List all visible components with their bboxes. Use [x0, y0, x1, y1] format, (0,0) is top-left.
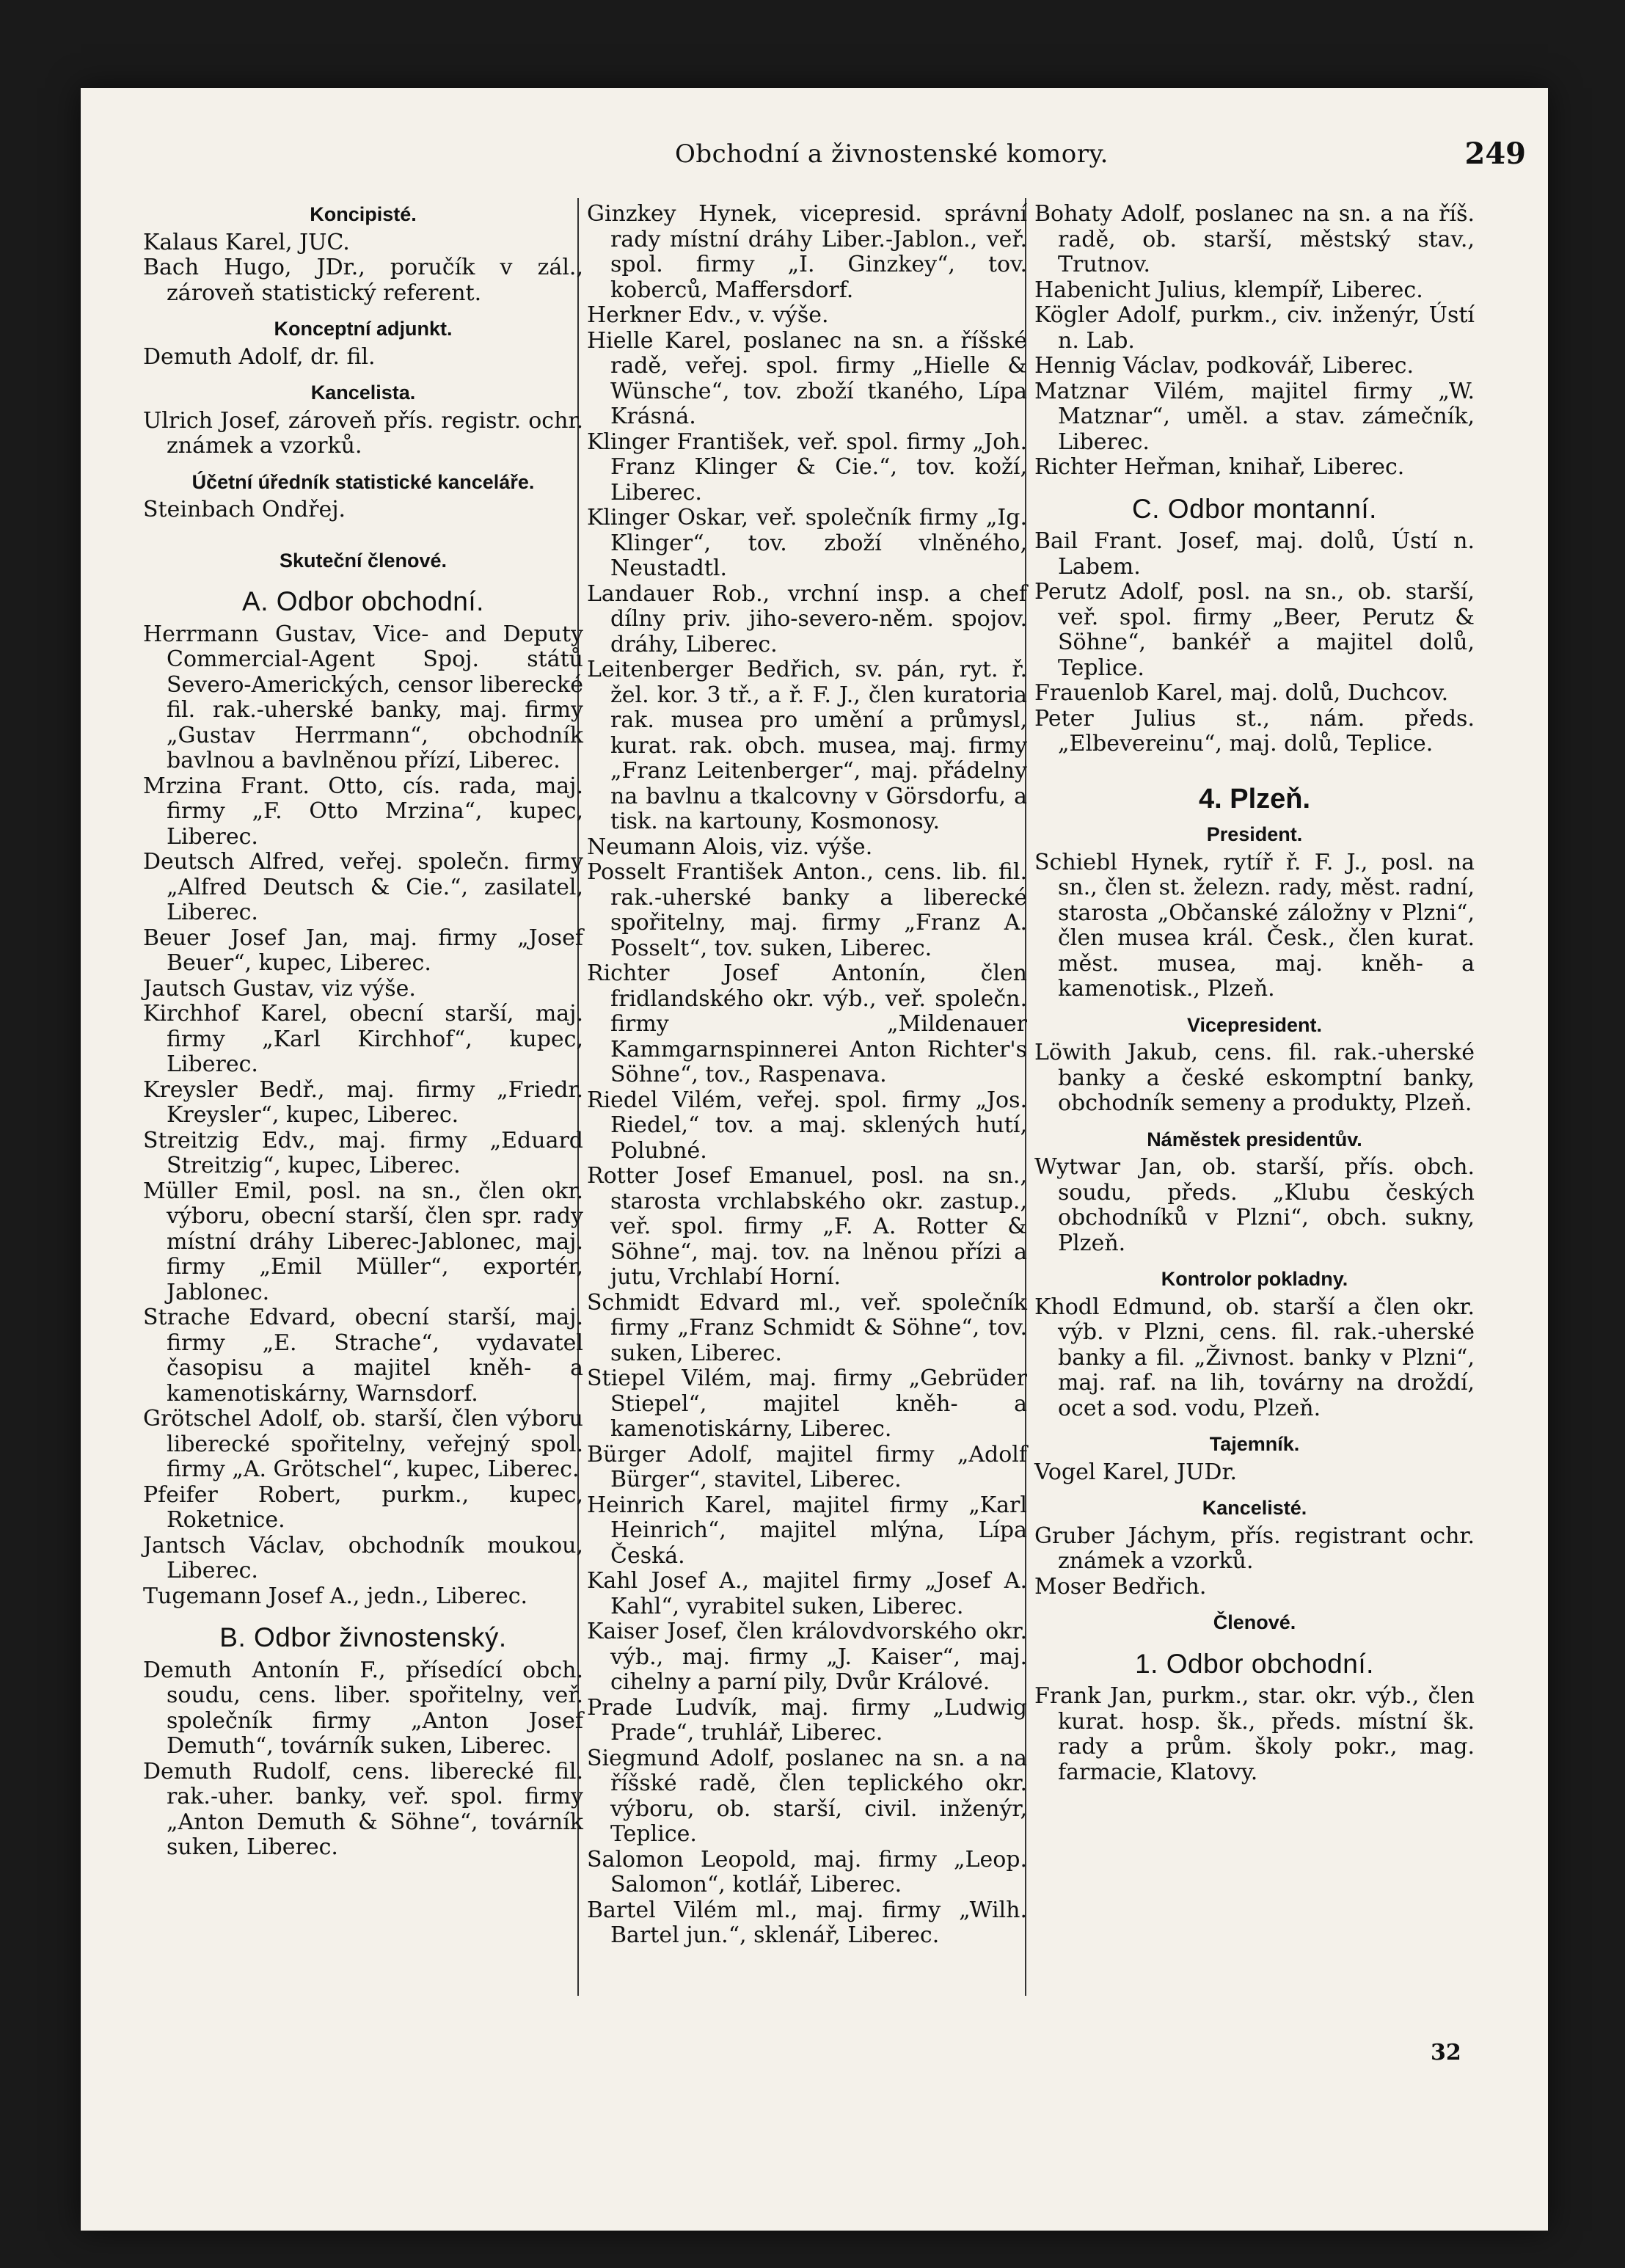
list-item: Richter Josef Antonín, člen fridlandského okr. výb., veř. společn. firmy „Mildenauer Kammgarnspinnerei Anton Richter's Söhne“, tov., Raspenava.	[587, 960, 1027, 1087]
list-item: Hennig Václav, podkovář, Liberec.	[1034, 353, 1414, 379]
list-item: Frauenlob Karel, maj. dolů, Duchcov.	[1034, 680, 1449, 706]
list-item: Grötschel Adolf, ob. starší, člen výboru liberecké spořitelny, veřejný spol. firmy „A. Grötschel“, kupec, Liberec.	[143, 1406, 583, 1482]
list-item: Gruber Jáchym, přís. registrant ochr. známek a vzorků.	[1034, 1523, 1475, 1574]
heading-koncipiste: Koncipisté.	[310, 203, 417, 225]
list-item: Kahl Josef A., majitel firmy „Josef A. Kahl“, vyrabitel suken, Liberec.	[587, 1568, 1027, 1619]
list-item: Hielle Karel, poslanec na sn. a říšské radě, veřej. spol. firmy „Hielle & Wünsche“, tov. zboží tkaného, Lípa Krásná.	[587, 327, 1027, 429]
section-odbor-b: B. Odbor živnostenský.	[219, 1622, 507, 1652]
list-item: Klinger Oskar, veř. společník firmy „Ig. Klinger“, tov. zboží vlněného, Neustadtl.	[587, 505, 1027, 581]
list-item: Vogel Karel, JUDr.	[1034, 1459, 1238, 1485]
list-item: Leitenberger Bedřich, sv. pán, ryt. ř. žel. kor. 3 tř., a ř. F. J., člen kuratoria rak. musea pro umění a průmysl, kurat. rak. obch. musea, maj. firmy „Franz Leitenberger“, maj. přádelny na bavlnu a tkalcovny v Görsdorfu, a tisk. na kartouny, Kosmonosy.	[587, 657, 1027, 834]
list-item: Wytwar Jan, ob. starší, přís. obch. soudu, předs. „Klubu českých obchodníků v Plzni“, obch. sukny, Plzeň.	[1034, 1154, 1475, 1256]
section-odbor-c: C. Odbor montanní.	[1132, 493, 1377, 524]
list-item: Posselt František Anton., cens. lib. fil. rak.-uherské banky a liberecké spořitelny, maj. firmy „Franz A. Posselt“, tov. suken, Liberec.	[587, 859, 1027, 961]
list-item: Frank Jan, purkm., star. okr. výb., člen kurat. hosp. šk., předs. místní šk. rady a prům. školy pokr., mag. farmacie, Klatovy.	[1034, 1683, 1475, 1785]
column-2	[587, 202, 1027, 1949]
list-item: Perutz Adolf, posl. na sn., ob. starší, veř. spol. firmy „Beer, Perutz & Söhne“, bankéř a majitel dolů, Teplice.	[1034, 579, 1475, 681]
list-item: Prade Ludvík, maj. firmy „Ludwig Prade“, truhlář, Liberec.	[587, 1694, 1027, 1746]
heading-adjunkt: Konceptní adjunkt.	[274, 318, 453, 340]
list-item: Kreysler Bedř., maj. firmy „Friedr. Kreysler“, kupec, Liberec.	[143, 1076, 583, 1128]
list-item: Streitzig Edv., maj. firmy „Eduard Streitzig“, kupec, Liberec.	[143, 1127, 583, 1178]
list-item: Ginzkey Hynek, vicepresid. správní rady místní dráhy Liber.-Jablon., veř. spol. firmy „I. Ginzkey“, tov. koberců, Maffersdorf.	[587, 201, 1027, 303]
list-item: Jautsch Gustav, viz výše.	[143, 975, 416, 1002]
list-item: Tugemann Josef A., jedn., Liberec.	[143, 1583, 528, 1609]
list-item: Habenicht Julius, klempíř, Liberec.	[1034, 277, 1423, 303]
running-header	[220, 136, 1526, 183]
list-item: Klinger František, veř. spol. firmy „Joh. Franz Klinger & Cie.“, tov. koží, Liberec.	[587, 429, 1027, 506]
list-item: Bürger Adolf, majitel firmy „Adolf Bürger“, stavitel, Liberec.	[587, 1441, 1027, 1492]
list-item: Strache Edvard, obecní starší, maj. firmy „E. Strache“, vydavatel časopisu a majitel kněh- a kamenotiskárny, Warnsdorf.	[143, 1305, 583, 1407]
list-item: Herkner Edv., v. výše.	[587, 302, 829, 328]
list-item: Riedel Vilém, veřej. spol. firmy „Jos. Riedel,“ tov. a maj. sklených hutí, Polubné.	[587, 1087, 1027, 1164]
list-item: Kaiser Josef, člen královdvorského okr. výb., maj. firmy „J. Kaiser“, maj. cihelny a parní pily, Dvůr Králové.	[587, 1619, 1027, 1695]
column-3	[1034, 202, 1475, 1785]
list-item: Herrmann Gustav, Vice- and Deputy Commercial-Agent Spoj. států Severo-Amerických, censor liberecké fil. rak.-uherské banky, maj. firmy „Gustav Herrmann“, obchodník bavlnou a bavlněnou přízí, Liberec.	[143, 621, 583, 773]
list-item: Kirchhof Karel, obecní starší, maj. firmy „Karl Kirchhof“, kupec, Liberec.	[143, 1001, 583, 1077]
heading-vicepresident: Vicepresident.	[1186, 1013, 1323, 1036]
list-item: Müller Emil, posl. na sn., člen okr. výboru, obecní starší, člen spr. rady místní dráhy Liberec-Jablonec, maj. firmy „Emil Müller“, exportér, Jablonec.	[143, 1178, 583, 1305]
heading-kancelista: Kancelista.	[310, 382, 416, 404]
list-item: Kalaus Karel, JUC.	[143, 229, 350, 255]
list-item: Demuth Rudolf, cens. liberecké fil. rak.-uher. banky, veř. spol. firmy „Anton Demuth & Söhne“, továrník suken, Liberec.	[143, 1758, 583, 1860]
column-1	[143, 202, 583, 1861]
heading-kontrolor: Kontrolor pokladny.	[1161, 1268, 1348, 1290]
list-item: Pfeifer Robert, purkm., kupec, Roketnice.	[143, 1481, 583, 1533]
list-item: Kögler Adolf, purkm., civ. inženýr, Ústí n. Lab.	[1034, 302, 1475, 354]
list-item: Moser Bedřich.	[1034, 1573, 1207, 1600]
list-item: Schiebl Hynek, rytíř ř. F. J., posl. na sn., člen st. železn. rady, měst. radní, starosta „Občanské záložny v Plzni“, člen musea král. Česk., člen kurat. měst. musea, maj. kněh- a kamenotisk., Plzeň.	[1034, 849, 1475, 1002]
list-item: Rotter Josef Emanuel, posl. na sn., starosta vrchlabského okr. zastup., veř. spol. firmy „F. A. Rotter & Söhne“, maj. tov. na lněnou přízi a jutu, Vrchlabí Horní.	[587, 1163, 1027, 1290]
list-item: Bohaty Adolf, poslanec na sn. a na říš. radě, ob. starší, městský stav., Trutnov.	[1034, 201, 1475, 277]
book-page	[81, 88, 1548, 2231]
heading-clenove: Členové.	[1213, 1611, 1296, 1633]
heading-skutecni-clenove: Skuteční členové.	[279, 549, 448, 572]
list-item: Mrzina Frant. Otto, cís. rada, maj. firmy „F. Otto Mrzina“, kupec, Liberec.	[143, 773, 583, 850]
heading-namestek: Náměstek presidentův.	[1147, 1128, 1362, 1151]
list-item: Richter Heřman, knihař, Liberec.	[1034, 454, 1405, 480]
section-odbor-a: A. Odbor obchodní.	[242, 586, 484, 616]
list-item: Schmidt Edvard ml., veř. společník firmy „Franz Schmidt & Söhne“, tov. suken, Liberec.	[587, 1289, 1027, 1366]
heading-tajemnik: Tajemník.	[1209, 1433, 1300, 1455]
signature-mark: 32	[1431, 2040, 1461, 2065]
list-item: Deutsch Alfred, veřej. společn. firmy „Alfred Deutsch & Cie.“, zasilatel, Liberec.	[143, 849, 583, 925]
list-item: Demuth Adolf, dr. fil.	[143, 343, 376, 370]
list-item: Peter Julius st., nám. předs. „Elbevereinu“, maj. dolů, Teplice.	[1034, 705, 1475, 756]
list-item: Bail Frant. Josef, maj. dolů, Ústí n. Labem.	[1034, 528, 1475, 580]
section-odbor-1: 1. Odbor obchodní.	[1135, 1648, 1374, 1679]
heading-kanceliste: Kancelisté.	[1202, 1497, 1307, 1519]
list-item: Landauer Rob., vrchní insp. a chef dílny priv. jiho-severo-něm. spojov. dráhy, Liberec.	[587, 580, 1027, 657]
list-item: Stiepel Vilém, maj. firmy „Gebrüder Stiepel“, majitel kněh- a kamenotiskárny, Liberec.	[587, 1365, 1027, 1442]
list-item: Löwith Jakub, cens. fil. rak.-uherské banky a české eskomptní banky, obchodník semeny a produkty, Plzeň.	[1034, 1040, 1475, 1116]
list-item: Jantsch Václav, obchodník moukou, Liberec.	[143, 1532, 583, 1583]
list-item: Ulrich Josef, zároveň přís. registr. ochr. známek a vzorků.	[143, 407, 583, 459]
list-item: Neumann Alois, viz. výše.	[587, 834, 873, 860]
page-title: Obchodní a živnostenské komory.	[675, 139, 1109, 169]
heading-plzen: 4. Plzeň.	[1198, 783, 1311, 814]
heading-ucetni: Účetní úředník statistické kanceláře.	[191, 470, 535, 493]
list-item: Heinrich Karel, majitel firmy „Karl Heinrich“, majitel mlýna, Lípa Česká.	[587, 1492, 1027, 1569]
list-item: Siegmund Adolf, poslanec na sn. a na říšské radě, člen teplického okr. výboru, ob. starší, civil. inženýr, Teplice.	[587, 1745, 1027, 1847]
list-item: Bach Hugo, JDr., poručík v zál., zároveň statistický referent.	[143, 255, 583, 306]
list-item: Steinbach Ondřej.	[143, 497, 346, 522]
list-item: Matznar Vilém, majitel firmy „W. Matznar“, uměl. a stav. zámečník, Liberec.	[1034, 378, 1475, 455]
page-number: 249	[1464, 136, 1526, 171]
list-item: Khodl Edmund, ob. starší a člen okr. výb. v Plzni, cens. fil. rak.-uherské banky a fil. „Živnost. banky v Plzni“, maj. raf. na lih, továrny na droždí, ocet a sod. vodu, Plzeň.	[1034, 1294, 1475, 1421]
list-item: Bartel Vilém ml., maj. firmy „Wilh. Bartel jun.“, sklenář, Liberec.	[587, 1897, 1027, 1948]
list-item: Demuth Antonín F., přísedící obch. soudu, cens. liber. spořitelny, veř. společník firmy „Anton Josef Demuth“, továrník suken, Liberec.	[143, 1657, 583, 1759]
list-item: Beuer Josef Jan, maj. firmy „Josef Beuer“, kupec, Liberec.	[143, 925, 583, 976]
heading-president: President.	[1206, 823, 1303, 845]
list-item: Salomon Leopold, maj. firmy „Leop. Salomon“, kotlář, Liberec.	[587, 1846, 1027, 1897]
